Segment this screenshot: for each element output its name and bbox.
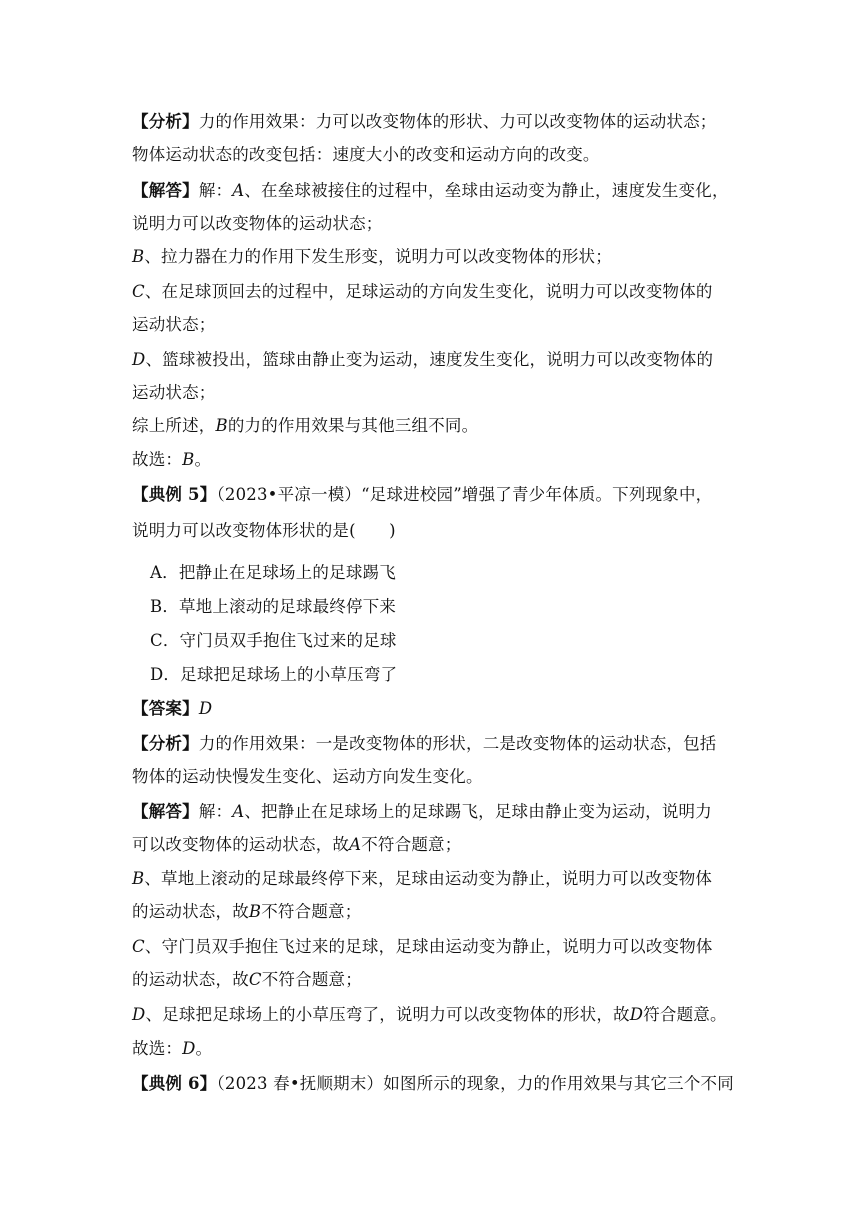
text-line: D、篮球被投出，篮球由静止变为运动，速度发生变化，说明力可以改变物体的 — [132, 350, 714, 369]
option-a: A．把静止在足球场上的足球踢飞 — [150, 563, 396, 582]
text-line: B、草地上滚动的足球最终停下来，足球由运动变为静止，说明力可以改变物体 — [132, 869, 713, 888]
example-5-heading: 【典例 5】（2023•平凉一模）“足球进校园”增强了青少年体质。下列现象中， — [132, 485, 713, 504]
solution-line: 【解答】解：A、把静止在足球场上的足球踢飞，足球由静止变为运动，说明力 — [132, 802, 712, 821]
text-line: 说明力可以改变物体的运动状态； — [132, 214, 383, 233]
text-line: 的运动状态，故C不符合题意； — [132, 970, 362, 989]
option-b: B．草地上滚动的足球最终停下来 — [150, 597, 397, 616]
text-line: D、足球把足球场上的小草压弯了，说明力可以改变物体的形状，故D符合题意。 — [132, 1005, 727, 1024]
solution-line: 【解答】解：A、在垒球被接住的过程中，垒球由运动变为静止，速度发生变化， — [132, 181, 729, 200]
analysis-line: 【分析】力的作用效果：一是改变物体的形状，二是改变物体的运动状态，包括 — [132, 734, 717, 753]
text-line: 运动状态； — [132, 383, 216, 402]
text-line: 可以改变物体的运动状态，故A不符合题意； — [132, 835, 462, 854]
answer-select-line: 故选：B。 — [132, 450, 212, 469]
answer-select-line: 故选：D。 — [132, 1039, 213, 1058]
answer-line: 【答案】D — [132, 699, 213, 718]
example-6-heading: 【典例 6】（2023 春•抚顺期末）如图所示的现象，力的作用效果与其它三个不同 — [132, 1074, 734, 1093]
text-line: 的运动状态，故B不符合题意； — [132, 902, 362, 921]
analysis-line: 【分析】力的作用效果：力可以改变物体的形状、力可以改变物体的运动状态； — [132, 112, 717, 131]
option-d: D．足球把足球场上的小草压弯了 — [150, 665, 398, 684]
option-c: C．守门员双手抱住飞过来的足球 — [150, 631, 397, 650]
text-line: 物体的运动快慢发生变化、运动方向发生变化。 — [132, 767, 483, 786]
text-line: 综上所述，B的力的作用效果与其他三组不同。 — [132, 416, 479, 435]
text-line: B、拉力器在力的作用下发生形变，说明力可以改变物体的形状； — [132, 247, 612, 266]
text-line: 运动状态； — [132, 315, 216, 334]
text-line: 物体运动状态的改变包括：速度大小的改变和运动方向的改变。 — [132, 145, 600, 164]
text-line: C、在足球顶回去的过程中，足球运动的方向发生变化，说明力可以改变物体的 — [132, 282, 713, 301]
question-line: 说明力可以改变物体形状的是( ) — [132, 521, 396, 540]
text-line: C、守门员双手抱住飞过来的足球，足球由运动变为静止，说明力可以改变物体 — [132, 937, 713, 956]
